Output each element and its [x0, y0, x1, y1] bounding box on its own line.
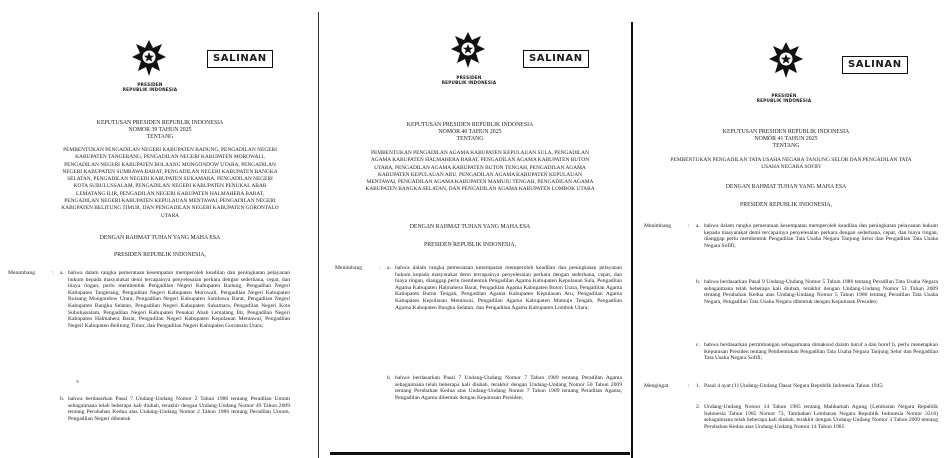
salinan-stamp: SALINAN — [842, 56, 908, 74]
menimbang-label: Menimbang — [8, 270, 36, 276]
tentang-text: TENTANG — [456, 136, 484, 142]
heading-text: KEPUTUSAN PRESIDEN REPUBLIK INDONESIA — [722, 129, 850, 135]
presiden-caption — [105, 82, 195, 92]
document-heading — [40, 120, 280, 141]
page-divider — [318, 12, 319, 458]
item-text: bahwa dalam rangka pemerataan kesempatan memperoleh keadilan dan peningkatan pelayanan hukum kepada masyarakat demi tercapainya penyelesaian perkara dengan sederhana, cepat, dan biaya ringan, dianggap perlu membentuk Pengadilan Tata Usaha Negara Tanjung Selor dan Pengadilan Tata Usaha Negara Sofifi; — [704, 223, 938, 249]
item-marker: b. — [387, 375, 392, 381]
document-heading — [350, 122, 590, 143]
item-marker: a. — [696, 223, 700, 229]
document-page-40 — [320, 0, 630, 458]
item-text: Undang-Undang Nomor 14 Tahun 1985 tentang Mahkamah Agung (Lembaran Negara Republik Indonesia Tahun 1985 Nomor 73, Tambahan Lembaran Negara Republik Indonesia Nomor 3316) sebagaimana telah beberapa kali diubah, terakhir dengan Undang-Undang Nomor 3 Tahun 2009 tentang Perubahan Kedua atas Undang-Undang Nomor 14 Tahun 1985 — [704, 404, 938, 430]
rahmat-line: DENGAN RAHMAT TUHAN YANG MAHA ESA — [409, 224, 531, 230]
item-marker: b. — [60, 396, 65, 402]
menimbang-a — [644, 223, 938, 249]
salinan-stamp: SALINAN — [523, 50, 589, 68]
document-heading — [666, 129, 906, 150]
menimbang-b — [335, 375, 622, 401]
menimbang-a — [335, 265, 622, 311]
nomor-text: NOMOR 40 TAHUN 2025 — [438, 129, 502, 135]
presiden-label: PRESIDEN — [771, 93, 797, 98]
garuda-emblem-icon — [450, 30, 486, 70]
colon: : — [688, 383, 690, 389]
presiden-ri-line: PRESIDEN REPUBLIK INDONESIA, — [424, 242, 516, 248]
item-text: bahwa dalam rangka pemerataan kesempatan memperoleh keadilan dan peningkatan pelayanan hukum kepada masyarakat demi tercapainya penyelesaian perkara dengan sederhana, cepat, dan biaya ringan, dianggap perlu membentuk Pengadilan Agama Kabupaten Kepulauan Sula, Pengadilan Agama Kabupaten Halmahera Barat, Pengadilan Agama Kabupaten Buton Utara, Pengadilan Agama Kabupaten Buton Tengah, Pengadilan Agama Kabupaten Kepulauan Aru, Pengadilan Agama Kabupaten Kepulauan Mentawai, Pengadilan Agama Kabupaten Mamuju Tengah, Pengadilan Agama Kabupaten Bangka Selatan, dan Pengadilan Agama Kabupaten Lombok Utara; — [395, 265, 622, 311]
item-marker: a. — [60, 270, 64, 276]
item-text: bahwa dalam rangka pemerataan kesempatan memperoleh keadilan dan peningkatan pelayanan hukum kepada masyarakat demi tercapainya penyelesaian perkara dengan sederhana, cepat, dan biaya ringan, perlu membentuk Pengadilan Negeri Kabupaten Badung, Pengadilan Negeri Kabupaten Tangerang, Pengadilan Negeri Kabupaten Morowali, Pengadilan Negeri Kabupaten Bolaang Mongondow Utara, Pengadilan Negeri Kabupaten Sumbawa Barat, Pengadilan Negeri Kabupaten Bangka Selatan, Pengadilan Negeri Kabupaten Sukamara, Pengadilan Negeri Kota Subulussalam, Pengadilan Negeri Kabupaten Penukal Abab Lematang Ilir, Pengadilan Negeri Kabupaten Halmahera Barat, Pengadilan Negeri Kabupaten Kepulauan Mentawai, Pengadilan Negeri Kabupaten Belitung Timur, dan Pengadilan Negeri Kabupaten Gorontalo Utara; — [68, 270, 290, 329]
menimbang-a — [8, 270, 290, 329]
item-marker: b. — [696, 279, 701, 285]
colon: : — [688, 223, 690, 229]
item-text: Pasal 4 ayat (1) Undang-Undang Dasar Negara Republik Indonesia Tahun 1945; — [704, 383, 884, 389]
mengingat-2 — [644, 404, 938, 430]
heading-text: KEPUTUSAN PRESIDEN REPUBLIK INDONESIA — [96, 120, 224, 126]
tentang-text: TENTANG — [146, 134, 174, 140]
page-edge — [330, 452, 630, 455]
document-subject: PEMBENTUKAN PENGADILAN AGAMA KABUPATEN KEPULAUAN SULA, PENGADILAN AGAMA KABUPATEN HALMAHERA BARAT, PENGADILAN AGAMA KABUPATEN BUTON UTARA, PENGADILAN AGAMA KABUPATEN BUTON TENGAH, PENGADILAN AGAMA KABUPATEN KEPULAUAN ARU, PENGADILAN AGAMA KABUPATEN KEPULAUAN MENTAWAI, PENGADILAN AGAMA KABUPATEN MAMUJU TENGAH, PENGADILAN AGAMA KABUPATEN BANGKA SELATAN, DAN PENGADILAN AGAMA KABUPATEN LOMBOK UTARA — [365, 150, 595, 193]
presiden-label: PRESIDEN — [137, 82, 163, 87]
garuda-emblem-icon — [768, 40, 804, 80]
presiden-ri-line: PRESIDEN REPUBLIK INDONESIA, — [114, 252, 206, 258]
colon: : — [379, 265, 381, 271]
presiden-caption — [739, 93, 829, 103]
republik-label: REPUBLIK INDONESIA — [756, 98, 812, 103]
menimbang-label: Menimbang — [335, 265, 363, 271]
item-marker: c. — [696, 342, 700, 348]
document-subject: PEMBENTUKAN PENGADILAN TATA USAHA NEGARA TANJUNG SELOR DAN PENGADILAN TATA USAHA NEGARA SOFIFI — [670, 157, 912, 171]
menimbang-label: Menimbang — [644, 223, 672, 229]
garuda-emblem-icon — [131, 38, 167, 78]
heading-text: KEPUTUSAN PRESIDEN REPUBLIK INDONESIA — [406, 122, 534, 128]
salinan-stamp: SALINAN — [207, 50, 273, 68]
item-marker: 1. — [696, 383, 701, 389]
menimbang-c — [644, 342, 938, 362]
document-subject: PEMBENTUKAN PENGADILAN NEGERI KABUPATEN BADUNG, PENGADILAN NEGERI KABUPATEN TANGERANG, PENGADILAN NEGERI KABUPATEN MOROWALI, PENGADILAN NEGERI KABUPATEN BOLAANG MONGONDOW UTARA, PENGADILAN NEGERI KABUPATEN SUMBAWA BARAT, PENGADILAN NEGERI KABUPATEN BANGKA SELATAN, PENGADILAN NEGERI KABUPATEN SUKAMARA, PENGADILAN NEGERI KOTA SUBULUSSALAM, PENGADILAN NEGERI KABUPATEN PENUKAL ABAB LEMATANG ILIR, PENGADILAN NEGERI KABUPATEN HALMAHERA BARAT, PENGADILAN NEGERI KABUPATEN KEPULAUAN MENTAWAI, PENGADILAN NEGERI KABUPATEN BELITUNG TIMUR, DAN PENGADILAN NEGERI KABUPATEN GORONTALO UTARA — [61, 147, 279, 219]
presiden-label: PRESIDEN — [456, 75, 482, 80]
tentang-text: TENTANG — [772, 143, 800, 149]
rahmat-line: DENGAN RAHMAT TUHAN YANG MAHA ESA — [725, 184, 847, 190]
item-text: bahwa berdasarkan Pasal 9 Undang-Undang Nomor 5 Tahun 1986 tentang Peradilan Tata Usaha Negara sebagaimana telah beberapa kali diubah, terakhir dengan Undang-Undang Nomor 51 Tahun 2009 tentang Perubahan Kedua atas Undang-Undang Nomor 5 Tahun 1986 tentang Peradilan Tata Usaha Negara, Pengadilan Tata Usaha Negara dibentuk dengan Keputusan Presiden; — [704, 279, 938, 305]
colon: : — [52, 270, 54, 276]
document-page-39 — [0, 0, 318, 458]
item-text: bahwa berdasarkan pertimbangan sebagaimana dimaksud dalam huruf a dan huruf b, perlu menetapkan Keputusan Presiden tentang Pembentukan Pengadilan Tata Usaha Negara Tanjung Selor dan Pengadilan Tata Usaha Negara Sofifi; — [704, 342, 938, 362]
rahmat-line: DENGAN RAHMAT TUHAN YANG MAHA ESA — [99, 235, 221, 241]
menimbang-b — [8, 396, 290, 422]
mengingat-1 — [644, 383, 938, 390]
item-marker: a. — [387, 265, 391, 271]
document-page-41 — [636, 0, 946, 458]
nomor-text: NOMOR 41 TAHUN 2025 — [754, 136, 818, 142]
presiden-caption — [424, 75, 514, 85]
item-text: bahwa berdasarkan Pasal 7 Undang-Undang Nomor 7 Tahun 1989 tentang Peradilan Agama sebagaimana telah beberapa kali diubah, terakhir dengan Undang-Undang Nomor 50 Tahun 2009 tentang Perubahan Kedua atas Undang-Undang Nomor 7 Tahun 1989 tentang Peradilan Agama, Pengadilan Agama dibentuk dengan Keputusan Presiden; — [395, 375, 622, 401]
scan-speck — [76, 380, 79, 383]
page-divider — [631, 22, 633, 458]
mengingat-label: Mengingat — [644, 383, 669, 389]
presiden-ri-line: PRESIDEN REPUBLIK INDONESIA, — [740, 202, 832, 208]
republik-label: REPUBLIK INDONESIA — [441, 80, 497, 85]
item-text: bahwa berdasarkan Pasal 7 Undang-Undang Nomor 2 Tahun 1986 tentang Peradilan Umum sebagaimana telah beberapa kali diubah, terakhir dengan Undang-Undang Nomor 49 Tahun 2009 tentang Perubahan Kedua atas Undang-Undang Nomor 2 Tahun 1986 tentang Peradilan Umum, Pengadilan Negeri dibentuk — [68, 396, 290, 422]
menimbang-b — [644, 279, 938, 305]
nomor-text: NOMOR 39 TAHUN 2025 — [128, 127, 192, 133]
item-marker: 2. — [696, 404, 701, 410]
republik-label: REPUBLIK INDONESIA — [122, 87, 178, 92]
